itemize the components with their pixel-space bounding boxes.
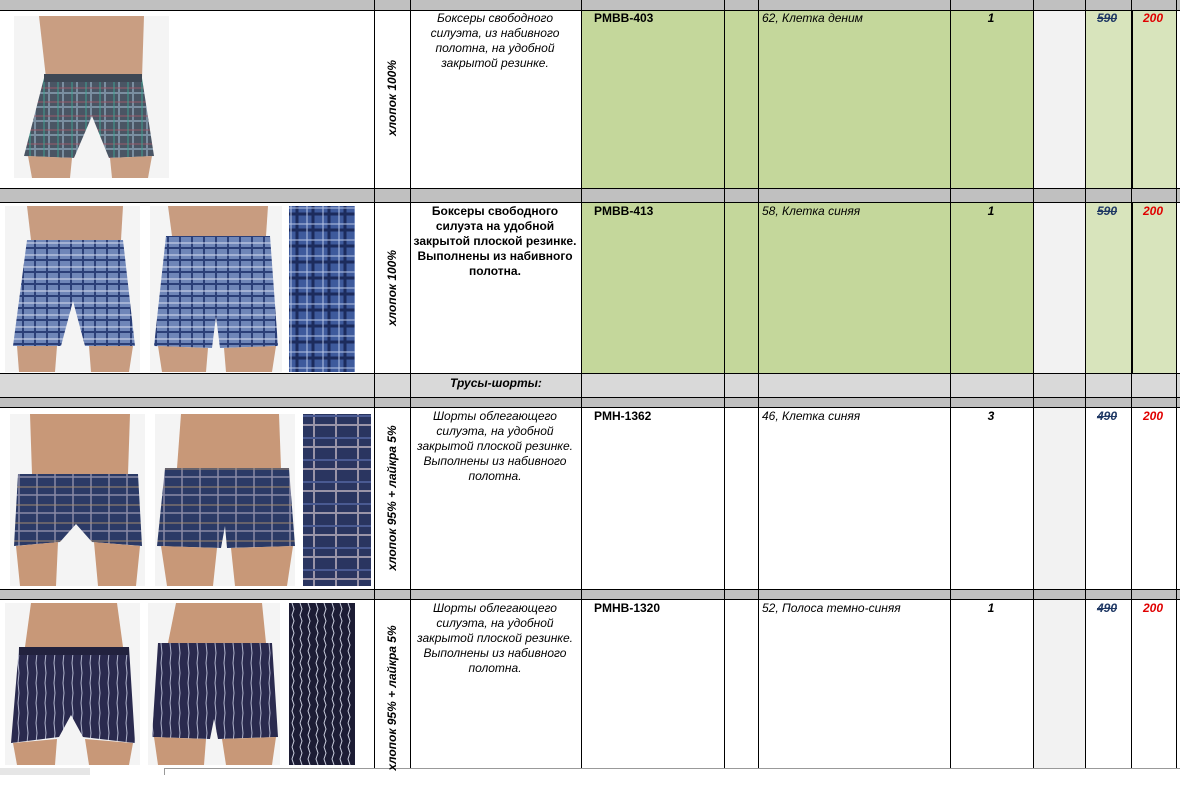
- row1-grey-fill: [1033, 10, 1085, 188]
- header-strip: [0, 0, 1180, 10]
- quantity: 1: [987, 601, 995, 615]
- product-description: Боксеры свободного силуэта на удобной закрытой плоской резинке. Выполнены из набивного полотна.: [413, 204, 577, 278]
- new-price: 200: [1143, 11, 1164, 25]
- row-separator: [0, 589, 1180, 599]
- row1-green-fill: [581, 10, 950, 188]
- size-color: 46, Клетка синяя: [762, 409, 861, 423]
- row2-green-fill: [581, 202, 950, 373]
- material-label: хлопок 95% + лайкра 5%: [385, 625, 399, 771]
- old-price: 490: [1097, 601, 1118, 615]
- trunks-stripe-navy-back-photo-icon: [148, 603, 280, 765]
- material-label: хлопок 100%: [385, 59, 399, 137]
- row-separator: [0, 397, 1180, 407]
- fabric-plaid-blue-swatch-icon: [289, 206, 355, 372]
- row2-qty-fill: [950, 202, 1033, 373]
- material-label: хлопок 100%: [385, 249, 399, 327]
- quantity: 1: [987, 11, 995, 25]
- article-code: PMBB-413: [594, 204, 654, 218]
- old-price: 590: [1097, 204, 1118, 218]
- quantity: 3: [987, 409, 995, 423]
- quantity: 1: [987, 204, 995, 218]
- material-label: хлопок 95% + лайкра 5%: [385, 425, 399, 571]
- boxers-plaid-blue-front-photo-icon: [5, 206, 140, 372]
- article-code: PMH-1362: [594, 409, 652, 423]
- row3-grey-fill: [1033, 407, 1085, 589]
- section-title: Трусы-шорты:: [450, 376, 542, 390]
- size-color: 62, Клетка деним: [762, 11, 863, 25]
- boxers-plaid-blue-back-photo-icon: [150, 206, 282, 372]
- product-description: Шорты облегающего силуэта, на удобной закрытой плоской резинке. Выполнены из набивного полотна.: [417, 601, 573, 675]
- fabric-stripe-navy-swatch-icon: [289, 603, 355, 765]
- row2-grey-fill: [1033, 202, 1085, 373]
- trunks-plaid-navy-front-photo-icon: [10, 414, 145, 586]
- size-color: 58, Клетка синяя: [762, 204, 861, 218]
- size-color: 52, Полоса темно-синяя: [762, 601, 901, 615]
- section-row: [0, 373, 1180, 397]
- row-separator: [0, 188, 1180, 202]
- row1-qty-fill: [950, 10, 1033, 188]
- new-price: 200: [1143, 409, 1164, 423]
- product-description: Боксеры свободного силуэта, из набивного полотна, на удобной закрытой резинке.: [430, 11, 560, 70]
- trunks-stripe-navy-front-photo-icon: [5, 603, 140, 765]
- row4-grey-fill: [1033, 599, 1085, 769]
- trunks-plaid-navy-back-photo-icon: [155, 414, 295, 586]
- article-code: PMBB-403: [594, 11, 654, 25]
- sheet-tab[interactable]: [0, 768, 91, 775]
- fabric-plaid-navy-swatch-icon: [303, 414, 371, 586]
- new-price: 200: [1143, 204, 1164, 218]
- old-price: 590: [1097, 11, 1118, 25]
- new-price: 200: [1143, 601, 1164, 615]
- old-price: 490: [1097, 409, 1118, 423]
- boxers-plaid-grey-photo-icon: [14, 16, 169, 178]
- sheet-tab[interactable]: [90, 768, 165, 775]
- product-description: Шорты облегающего силуэта, на удобной закрытой плоской резинке. Выполнены из набивного полотна.: [417, 409, 573, 483]
- article-code: PMHB-1320: [594, 601, 661, 615]
